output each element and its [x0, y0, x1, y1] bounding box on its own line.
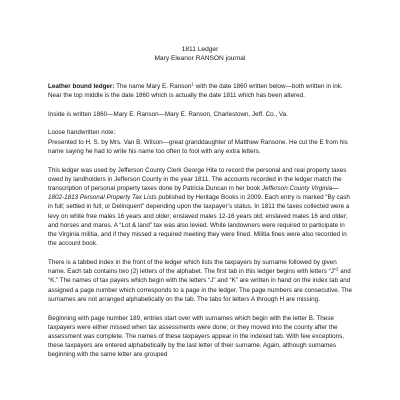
loose-note-body: Presented to H. S. by Mrs. Van B. Wilson—great granddaughter of Matthew Ransone. He cut the E from his name saying he had to write his name too often to fool with any extra letters.: [48, 138, 348, 155]
loose-note-heading: Loose handwritten note:: [48, 129, 116, 137]
document-title-block: [48, 46, 352, 64]
footnote-marker-1: 1: [191, 81, 194, 86]
index-text-part1: There is a tabbed index in the front of the ledger which lists the taxpayers by surname followed by given name. Each tab contains two (2) letters of the alphabet. The first tab in this ledger begins with letters “J”: [48, 259, 337, 276]
book-title: Jefferson County Virginia—1802-1813 Personal Property Tax Lists: [48, 185, 339, 202]
paragraph-ledger-usage: [48, 166, 352, 249]
index-text-part2: and “K.” The names of tax payers which begin with the letters “J” and “K” are written in hand on the index tab and assigned a page number which corresponds to a page in the ledger. The page numbers are consecutive. The surnames are not arranged alphabetically on the tab. The tabs for letters A through H are missing.: [48, 268, 352, 303]
paragraph-ledger-description: [48, 82, 352, 100]
ledger-text-part2: with the date 1860 written below—both written in ink. Near the top middle is the date 1860 which is actually the date 1811 which has been altered.: [48, 82, 343, 99]
ledger-text-part1: The name Mary E. Ranson: [114, 82, 192, 90]
paragraph-loose-note: [48, 128, 352, 156]
paragraph-tabbed-index: [48, 258, 352, 304]
usage-text-part2: published by Heritage Books in 2009. Each entry is marked “By cash in full; settled in full; or Delinquent” depending upon the taxpayer’s status. In 1811 the taxes collected were a levy on white free males 16 years and older; enslaved males 12-16 years old; enslaved males 16 and older; and horses and mares. A “Lot & land” tax was also levied. White landowners were required to participate in the Virginia militia, and if they missed a required meeting they were fined. Militia fines were also recorded in the account book.: [48, 194, 350, 248]
document-subtitle: Mary Eleanor RANSON journal: [154, 54, 246, 62]
paragraph-inside-inscription: Inside is written 1860—Mary E. Ranson—Mary E. Ranson, Charlestown, Jeff. Co., Va.: [48, 110, 288, 118]
paragraph-page-189: Beginning with page number 189, entries start over with surnames which begin with the letter B. These taxpayers were either missed when tax assessments were done; or they moved into the county after the assessment was complete. The names of these taxpayers appear in the indexed tab. With few exceptions, these taxpayers are entered alphabetically by the last letter of their surname. Again, although surnames beginning with the same letter are grouped: [48, 314, 344, 359]
document-title: 1811 Ledger: [181, 46, 219, 53]
usage-text-part1: This ledger was used by Jefferson County Clerk George Hite to record the personal and real property taxes owed by landholders in Jefferson County in the year 1811. The accounts recorded in the ledger match the transcription of personal property taxes done by Patricia Duncan in her book: [48, 166, 347, 192]
footnote-marker-2: 2: [335, 266, 339, 272]
ledger-lead-label: Leather bound ledger:: [48, 82, 115, 90]
